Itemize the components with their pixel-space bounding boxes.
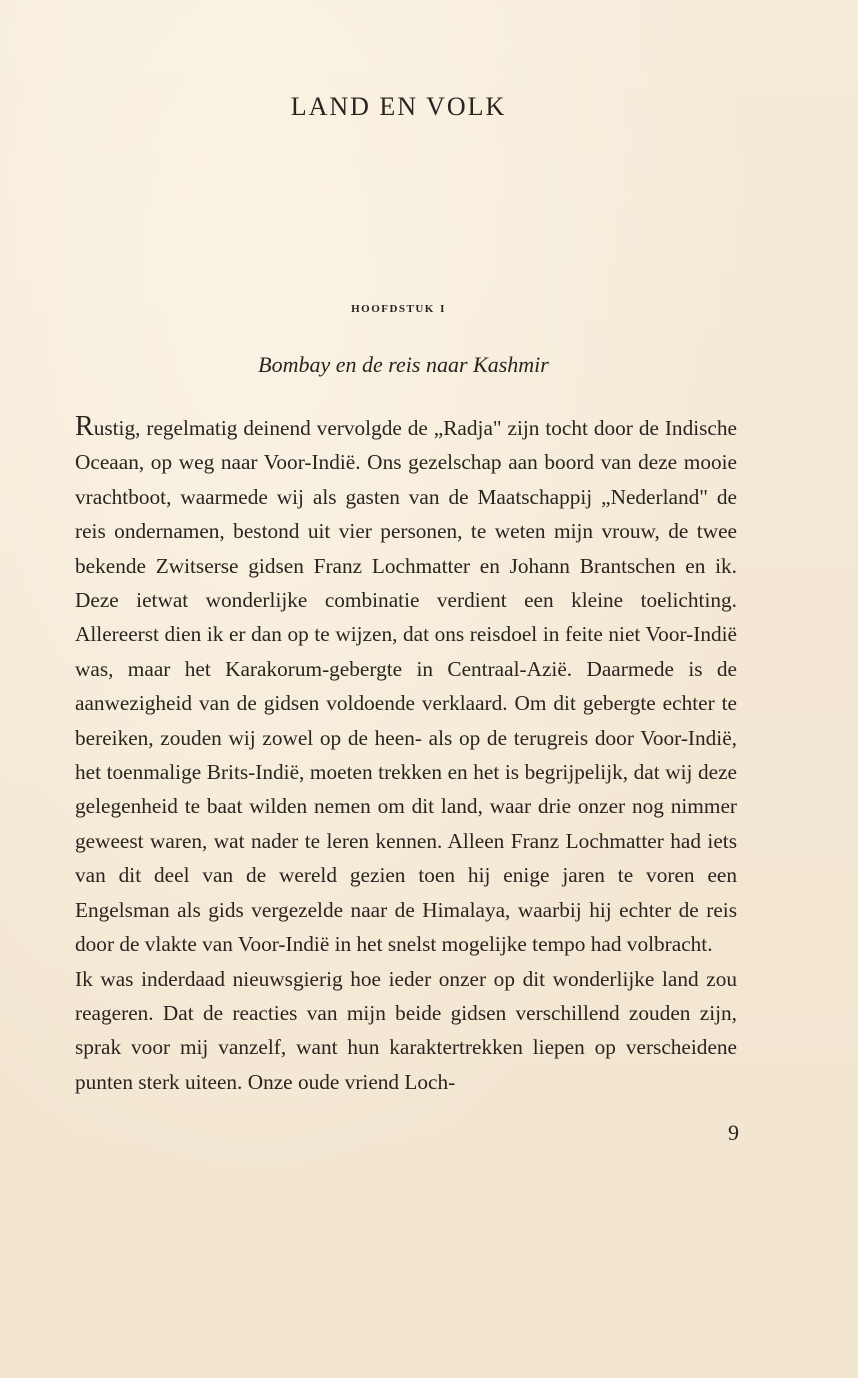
page-number: 9	[728, 1120, 739, 1145]
paragraph-text: ustig, regelmatig deinend vervolgde de „Radja" zijn tocht door de Indische Oceaan, op weg naar Voor-Indië. Ons gezelschap aan boord van deze mooie vrachtboot, waarmede wij als gasten van de Maatschappij „Nederland" de reis ondernamen, bestond uit vier personen, te weten mijn vrouw, de twee bekende Zwitserse gidsen Franz Lochmatter en Johann Brantschen en ik. Deze ietwat wonderlijke combinatie verdient een kleine toelichting. Allereerst dien ik er dan op te wijzen, dat ons reisdoel in feite niet Voor-Indië was, maar het Karakorum-gebergte in Centraal-Azië. Daarmede is de aanwezigheid van de gidsen voldoende verklaard. Om dit gebergte echter te bereiken, zouden wij zowel op de heen- als op de terugreis door Voor-Indië, het toenmalige Brits-Indië, moeten trekken en het is begrijpelijk, dat wij deze gelegenheid te baat wilden nemen om dit land, waar drie onzer nog nimmer geweest waren, wat nader te leren kennen. Alleen Franz Lochmatter had iets van dit deel van de wereld gezien toen hij enige jaren te voren een Engelsman als gids vergezelde naar de Himalaya, waarbij hij echter de reis door de vlakte van Voor-Indië in het snelst mogelijke tempo had volbracht.	[75, 416, 737, 957]
paragraph	[75, 962, 737, 1100]
drop-cap: R	[75, 411, 94, 442]
paragraph-text: Ik was inderdaad nieuwsgierig hoe ieder onzer op dit wonderlijke land zou reageren. Dat de reacties van mijn beide gidsen verschillend zouden zijn, sprak voor mij vanzelf, want hun karaktertrekken liepen op verscheidene punten sterk uiteen. Onze oude vriend Loch-	[75, 966, 737, 1094]
chapter-title: Bombay en de reis naar Kashmir	[258, 352, 549, 377]
running-head: LAND EN VOLK	[290, 92, 507, 121]
paragraph	[75, 410, 737, 962]
body-text	[75, 410, 737, 1099]
chapter-label: hoofdstuk i	[351, 300, 446, 316]
